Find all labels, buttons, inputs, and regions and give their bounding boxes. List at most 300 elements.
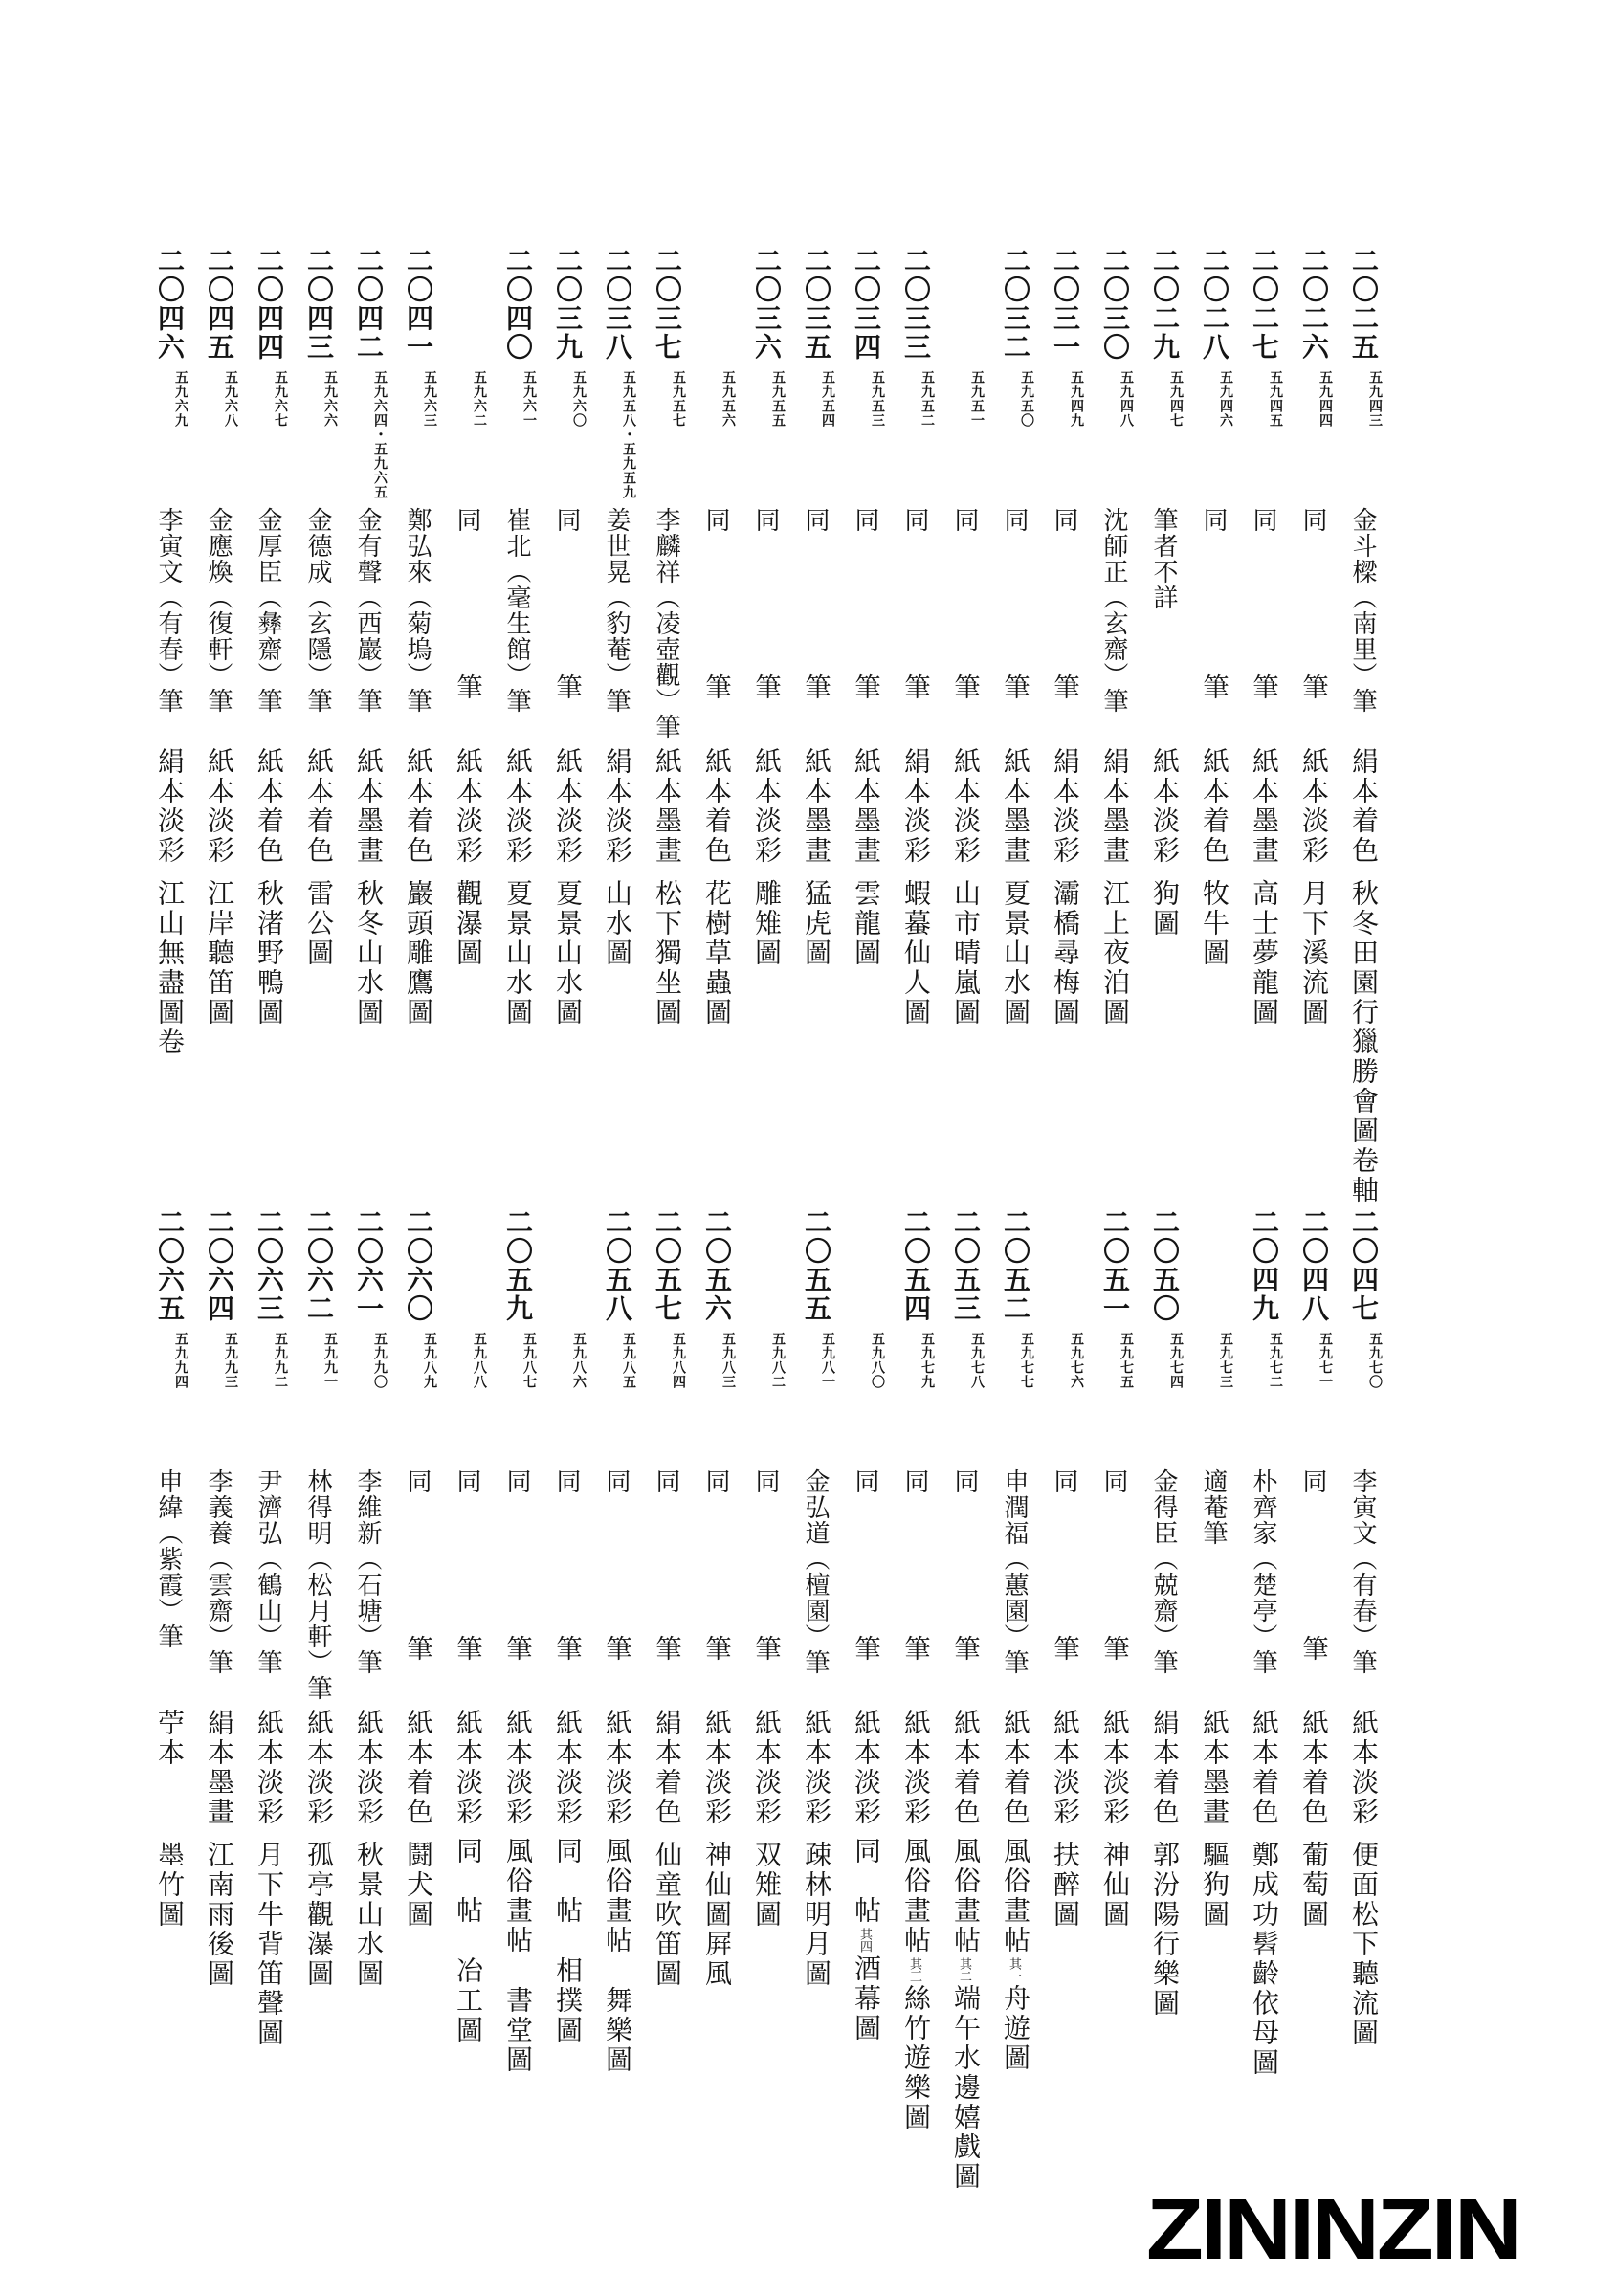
title-series-label: 風俗畫帖 (502, 1837, 532, 1955)
medium-label: 紙本淡彩 (751, 747, 781, 866)
title-series-label: 同 帖 (851, 1837, 880, 1926)
artist-name: 金厚臣（彝齋）筆 (255, 507, 282, 714)
artwork-title (641, 1837, 691, 1989)
title-main: 猛虎圖 (801, 879, 831, 968)
title-main: 双雉圖 (751, 1841, 781, 1930)
artwork-title (1238, 1837, 1288, 2078)
pen-mark: 筆 (552, 1635, 582, 1661)
catalog-column (989, 1208, 1039, 2261)
medium-label: 絹本墨畫 (204, 1709, 233, 1827)
artwork-title (492, 1837, 542, 2075)
medium-label: 紙本淡彩 (751, 1709, 781, 1827)
title-main: 蝦蟇仙人圖 (900, 879, 930, 1027)
page-number: 五九四四 (1318, 370, 1332, 428)
entry-number: 二〇五四 (900, 1208, 930, 1323)
title-main: 舟遊圖 (1000, 1984, 1030, 2073)
artwork-title (840, 875, 890, 968)
medium-label: 紙本着色 (1000, 1709, 1030, 1827)
page-number: 五九五七 (671, 370, 685, 428)
pen-mark: 筆 (1000, 673, 1030, 699)
medium-label: 紙本淡彩 (801, 1709, 831, 1827)
artwork-title (691, 1837, 741, 1989)
artwork-title (940, 875, 989, 1027)
title-series-label: 風俗畫帖 (900, 1837, 930, 1955)
entry-number: 二〇五二 (1000, 1208, 1030, 1323)
artwork-title (591, 875, 641, 968)
title-main: 灞橋尋梅圖 (1050, 879, 1079, 1027)
title-series-label: 風俗畫帖 (602, 1837, 631, 1955)
medium-label: 紙本淡彩 (900, 1709, 930, 1827)
catalog-column (343, 247, 392, 1299)
entry-number: 二〇六四 (204, 1208, 233, 1323)
entry-number: 二〇四六 (154, 247, 184, 362)
entry-number: 二〇三七 (652, 247, 681, 362)
entry-number: 二〇三四 (851, 247, 880, 362)
artist-name: 崔北（毫生館）筆 (503, 507, 531, 714)
title-main: 月下牛背笛聲圖 (254, 1841, 283, 2048)
medium-label: 紙本淡彩 (303, 1709, 333, 1827)
artist-name: 金應煥（復軒）筆 (205, 507, 233, 714)
artwork-title (1188, 875, 1238, 968)
artist-name: 同 (1001, 507, 1029, 533)
entry-number: 二〇四〇 (502, 247, 532, 362)
artwork-title (989, 1837, 1039, 2073)
artist-name: 同 (603, 1468, 631, 1494)
medium-label: 紙本淡彩 (1149, 747, 1179, 866)
catalog-column (193, 247, 243, 1299)
artwork-title (1039, 875, 1089, 1027)
pen-mark: 筆 (1050, 673, 1079, 699)
title-main: 書堂圖 (502, 1986, 532, 2075)
medium-label: 紙本着色 (1249, 1709, 1278, 1827)
catalog-column (1089, 247, 1139, 1299)
title-main: 鄭成功髫齡依母圖 (1249, 1841, 1278, 2078)
page-number: 五九五六 (720, 370, 735, 428)
entry-number: 二〇五六 (701, 1208, 731, 1323)
catalog-column (741, 1208, 790, 2261)
entry-number: 二〇五五 (801, 1208, 831, 1323)
artwork-title (989, 875, 1039, 1027)
medium-label: 絹本淡彩 (1050, 747, 1079, 866)
entry-number: 二〇二九 (1149, 247, 1179, 362)
page-number: 五九六四・五九六五 (372, 370, 387, 499)
entry-number: 二〇五七 (652, 1208, 681, 1323)
pen-mark: 筆 (602, 1635, 631, 1661)
title-series-note: 其四 (858, 1928, 873, 1953)
medium-label: 紙本淡彩 (602, 1709, 631, 1827)
catalog-column (641, 247, 691, 1299)
page-number: 五九四九 (1069, 370, 1083, 428)
title-main: 雷公圖 (303, 879, 333, 968)
title-main: 神仙圖 (1099, 1841, 1129, 1930)
medium-label: 紙本着色 (303, 747, 333, 866)
page-number: 五九四五 (1268, 370, 1282, 428)
catalog-column (1039, 1208, 1089, 2261)
entry-number: 二〇二五 (1348, 247, 1378, 362)
artist-name: 筆者不詳 (1150, 507, 1178, 610)
pen-mark: 筆 (851, 673, 880, 699)
medium-label: 紙本墨畫 (1249, 747, 1278, 866)
artist-name: 沈師正（玄齋）筆 (1100, 507, 1128, 714)
entry-number: 二〇三八 (602, 247, 631, 362)
title-series-note: 其二 (958, 1957, 972, 1982)
medium-label: 紙本着色 (701, 747, 731, 866)
artist-name: 同 (553, 1468, 581, 1494)
medium-label: 紙本着色 (403, 1709, 432, 1827)
catalog-column (293, 1208, 343, 2261)
artist-name: 鄭弘來（菊塢）筆 (404, 507, 432, 714)
artist-name: 同 (1299, 1468, 1327, 1494)
artwork-title (840, 1837, 890, 2043)
title-main: 江上夜泊圖 (1099, 879, 1129, 1027)
artwork-title (1188, 1837, 1238, 1930)
medium-label: 苧本 (154, 1709, 184, 1768)
artist-name: 同 (1200, 507, 1228, 533)
catalog-column (591, 1208, 641, 2261)
artist-name: 同 (852, 1468, 879, 1494)
catalog-column (392, 1208, 442, 2261)
artist-name: 林得明（松月軒）筆 (304, 1468, 332, 1701)
artwork-title (1089, 875, 1139, 1027)
artwork-title (790, 875, 840, 968)
pen-mark: 筆 (1298, 1635, 1328, 1661)
medium-label: 絹本着色 (1149, 1709, 1179, 1827)
medium-label: 紙本淡彩 (254, 1709, 283, 1827)
entry-number: 二〇三〇 (1099, 247, 1129, 362)
title-main: 鬪犬圖 (403, 1841, 432, 1930)
medium-label: 紙本墨畫 (851, 747, 880, 866)
entry-number: 二〇六二 (303, 1208, 333, 1323)
artist-name: 同 (752, 507, 780, 533)
entry-number: 二〇三一 (1050, 247, 1079, 362)
medium-label: 紙本淡彩 (1099, 1709, 1129, 1827)
entry-number: 二〇三二 (1000, 247, 1030, 362)
title-series-note: 其一 (1008, 1957, 1022, 1982)
title-main: 秋景山水圖 (353, 1841, 383, 1989)
artwork-title (741, 875, 790, 968)
pen-mark: 筆 (652, 1635, 681, 1661)
catalog-column (243, 247, 293, 1299)
medium-label: 紙本淡彩 (701, 1709, 731, 1827)
page-number: 五九八五 (621, 1332, 635, 1389)
artwork-title (542, 875, 591, 1027)
catalog-column (1238, 247, 1288, 1299)
artist-name: 同 (702, 1468, 730, 1494)
entry-number: 二〇六一 (353, 1208, 383, 1323)
artist-name: 同 (901, 1468, 929, 1494)
title-main: 牧牛圖 (1199, 879, 1229, 968)
page-number: 五九八九 (422, 1332, 436, 1389)
pen-mark: 筆 (701, 1635, 731, 1661)
title-main: 雕雉圖 (751, 879, 781, 968)
title-main: 夏景山水圖 (502, 879, 532, 1027)
catalog-column (442, 1208, 492, 2261)
pen-mark: 筆 (950, 673, 980, 699)
title-main: 花樹草蟲圖 (701, 879, 731, 1027)
medium-label: 紙本淡彩 (851, 1709, 880, 1827)
artist-name: 申緯（紫霞）筆 (155, 1468, 183, 1649)
artwork-title (542, 1837, 591, 2045)
artist-name: 李寅文（有春）筆 (1349, 1468, 1377, 1675)
title-main: 孤亭觀瀑圖 (303, 1841, 333, 1989)
medium-label: 絹本墨畫 (1099, 747, 1129, 866)
page-number: 五九七一 (1318, 1332, 1332, 1389)
artwork-title (243, 875, 293, 1027)
medium-label: 紙本着色 (254, 747, 283, 866)
artist-name: 同 (454, 1468, 481, 1494)
title-series-label: 同 帖 (453, 1837, 482, 1926)
artist-name: 尹濟弘（鶴山）筆 (255, 1468, 282, 1675)
title-main: 驅狗圖 (1199, 1841, 1229, 1930)
page-number: 五九四八 (1119, 370, 1133, 428)
catalog-column (1039, 247, 1089, 1299)
entry-number: 二〇六三 (254, 1208, 283, 1323)
artwork-title (691, 875, 741, 1027)
artist-name: 同 (1250, 507, 1277, 533)
page-number: 五九九〇 (372, 1332, 387, 1389)
title-main: 江岸聽笛圖 (204, 879, 233, 1027)
page-number: 五九五二 (919, 370, 934, 428)
pen-mark: 筆 (751, 1635, 781, 1661)
artist-name: 同 (653, 1468, 680, 1494)
artist-name: 同 (553, 507, 581, 533)
medium-label: 紙本淡彩 (353, 1709, 383, 1827)
artwork-title (293, 875, 343, 968)
artwork-title (1288, 875, 1338, 1027)
catalog-column (840, 1208, 890, 2261)
page-number: 五九六一 (521, 370, 536, 428)
pen-mark: 筆 (900, 1635, 930, 1661)
page-number: 五九七五 (1119, 1332, 1133, 1389)
catalog-column (1139, 1208, 1188, 2261)
catalog-column (1338, 1208, 1387, 2261)
artwork-title (890, 875, 940, 1027)
catalog-column (1188, 1208, 1238, 2261)
artwork-title (1139, 875, 1188, 938)
medium-label: 絹本淡彩 (154, 747, 184, 866)
artwork-title (293, 1837, 343, 1989)
page-number: 五九四六 (1218, 370, 1232, 428)
artist-name: 同 (852, 507, 879, 533)
artist-name: 金德成（玄隱）筆 (304, 507, 332, 714)
artwork-title (193, 1837, 243, 1989)
catalog-column (492, 247, 542, 1299)
catalog-column (542, 1208, 591, 2261)
page-number: 五九六〇 (571, 370, 586, 428)
artist-name: 同 (752, 1468, 780, 1494)
entry-number: 二〇四九 (1249, 1208, 1278, 1323)
medium-label: 紙本淡彩 (204, 747, 233, 866)
page-number: 五九六七 (273, 370, 287, 428)
artwork-title (790, 1837, 840, 1989)
title-main: 秋冬田園行獵勝會圖卷軸 (1348, 879, 1378, 1205)
artwork-title (1039, 1837, 1089, 1930)
artwork-title (890, 1837, 940, 2132)
page-number: 五九六六 (322, 370, 337, 428)
artwork-title (1089, 1837, 1139, 1930)
medium-label: 紙本淡彩 (1298, 747, 1328, 866)
catalog-upper-block (144, 247, 1387, 1261)
page-number: 五九五〇 (1019, 370, 1033, 428)
artist-name: 申潤福（蕙園）筆 (1001, 1468, 1029, 1675)
catalog-column (193, 1208, 243, 2261)
title-main: 高士夢龍圖 (1249, 879, 1278, 1027)
artwork-title (741, 1837, 790, 1930)
page-number: 五九八一 (820, 1332, 834, 1389)
entry-number: 二〇五三 (950, 1208, 980, 1323)
title-main: 酒幕圖 (851, 1954, 880, 2043)
catalog-column (890, 247, 940, 1299)
title-main: 江山無盡圖卷 (154, 879, 184, 1057)
entry-number: 二〇三六 (751, 247, 781, 362)
page-number: 五九九四 (173, 1332, 188, 1389)
pen-mark: 筆 (453, 1635, 482, 1661)
pen-mark: 筆 (1199, 673, 1229, 699)
catalog-column (343, 1208, 392, 2261)
catalog-column (741, 247, 790, 1299)
title-main: 絲竹遊樂圖 (900, 1984, 930, 2132)
page-number: 五九四三 (1367, 370, 1382, 428)
title-main: 舞樂圖 (602, 1986, 631, 2075)
artwork-title (641, 875, 691, 1027)
page-number: 五九五一 (969, 370, 984, 428)
catalog-column (790, 247, 840, 1299)
page-number: 五九七七 (1019, 1332, 1033, 1389)
title-main: 神仙圖屛風 (701, 1841, 731, 1989)
medium-label: 紙本着色 (1199, 747, 1229, 866)
catalog-column (641, 1208, 691, 2261)
title-main: 月下溪流圖 (1298, 879, 1328, 1027)
page-number: 五九七三 (1218, 1332, 1232, 1389)
medium-label: 紙本墨畫 (353, 747, 383, 866)
catalog-lower-block (144, 1208, 1387, 2261)
pen-mark: 筆 (801, 673, 831, 699)
page-number: 五九六九 (173, 370, 188, 428)
title-main: 夏景山水圖 (552, 879, 582, 1027)
artist-name: 同 (404, 1468, 432, 1494)
page-number: 五九四七 (1168, 370, 1183, 428)
artwork-title (492, 875, 542, 1027)
catalog-column (542, 247, 591, 1299)
page-number: 五九七〇 (1367, 1332, 1382, 1389)
pen-mark: 筆 (751, 673, 781, 699)
medium-label: 紙本淡彩 (502, 1709, 532, 1827)
artwork-title (343, 875, 392, 1027)
artwork-title (442, 1837, 492, 2045)
page-number: 五九六二 (472, 370, 486, 428)
page-number: 五九七二 (1268, 1332, 1282, 1389)
artist-name: 同 (702, 507, 730, 533)
artist-name: 同 (951, 507, 979, 533)
title-series-label: 風俗畫帖 (950, 1837, 980, 1955)
title-main: 秋冬山水圖 (353, 879, 383, 1027)
catalog-column (144, 247, 193, 1299)
entry-number: 二〇五八 (602, 1208, 631, 1323)
artist-name: 李麟祥（凌壺觀）筆 (653, 507, 680, 740)
pen-mark: 筆 (950, 1635, 980, 1661)
artist-name: 同 (901, 507, 929, 533)
pen-mark: 筆 (851, 1635, 880, 1661)
artist-name: 金得臣（兢齋）筆 (1150, 1468, 1178, 1675)
artwork-title (243, 1837, 293, 2048)
title-series-label: 同 帖 (552, 1837, 582, 1926)
artist-name: 金弘道（檀園）筆 (802, 1468, 830, 1675)
page-number: 五九八四 (671, 1332, 685, 1389)
catalog-column (492, 1208, 542, 2261)
medium-label: 紙本墨畫 (801, 747, 831, 866)
page-number: 五九八二 (770, 1332, 785, 1389)
entry-number: 二〇四一 (403, 247, 432, 362)
catalog-column (392, 247, 442, 1299)
page-number: 五九七四 (1168, 1332, 1183, 1389)
page-number: 五九五八・五九五九 (621, 370, 635, 499)
artist-name: 同 (454, 507, 481, 533)
title-main: 端午水邊嬉戲圖 (950, 1984, 980, 2192)
catalog-column (940, 1208, 989, 2261)
artwork-title (591, 1837, 641, 2075)
catalog-column (1089, 1208, 1139, 2261)
pen-mark: 筆 (1050, 1635, 1079, 1661)
title-main: 松下獨坐圖 (652, 879, 681, 1027)
catalog-column (1238, 1208, 1288, 2261)
artist-name: 金有聲（西巖）筆 (354, 507, 382, 714)
medium-label: 紙本淡彩 (502, 747, 532, 866)
title-main: 相撲圖 (552, 1956, 582, 2045)
artwork-title (1238, 875, 1288, 1027)
medium-label: 絹本着色 (1348, 747, 1378, 866)
title-main: 秋渚野鴨圖 (254, 879, 283, 1027)
page-number: 五九五五 (770, 370, 785, 428)
title-main: 墨竹圖 (154, 1841, 184, 1930)
medium-label: 紙本淡彩 (552, 1709, 582, 1827)
title-main: 疎林明月圖 (801, 1841, 831, 1989)
title-main: 山市晴嵐圖 (950, 879, 980, 1027)
artwork-title (193, 875, 243, 1027)
entry-number: 二〇二七 (1249, 247, 1278, 362)
entry-number: 二〇五〇 (1149, 1208, 1179, 1323)
catalog-column (442, 247, 492, 1299)
pen-mark: 筆 (552, 673, 582, 699)
medium-label: 紙本淡彩 (453, 1709, 482, 1827)
medium-label: 紙本淡彩 (1348, 1709, 1378, 1827)
medium-label: 絹本着色 (652, 1709, 681, 1827)
medium-label: 紙本墨畫 (1000, 747, 1030, 866)
medium-label: 紙本淡彩 (1050, 1709, 1079, 1827)
entry-number: 二〇四四 (254, 247, 283, 362)
page-number: 五九五三 (870, 370, 884, 428)
title-main: 扶醉圖 (1050, 1841, 1079, 1930)
artist-name: 適菴筆 (1200, 1468, 1228, 1546)
catalog-column (293, 247, 343, 1299)
entry-number: 二〇四三 (303, 247, 333, 362)
medium-label: 紙本着色 (403, 747, 432, 866)
artist-name: 同 (1051, 1468, 1078, 1494)
catalog-column (691, 247, 741, 1299)
medium-label: 紙本淡彩 (950, 747, 980, 866)
medium-label: 紙本着色 (1298, 1709, 1328, 1827)
title-main: 葡萄圖 (1298, 1841, 1328, 1930)
artwork-title (1288, 1837, 1338, 1930)
pen-mark: 筆 (502, 1635, 532, 1661)
pen-mark: 筆 (1298, 673, 1328, 699)
artist-name: 同 (951, 1468, 979, 1494)
artist-name: 同 (1051, 507, 1078, 533)
artist-name: 姜世晃（豹菴）筆 (603, 507, 631, 714)
pen-mark: 筆 (1099, 1635, 1129, 1661)
artist-name: 同 (1100, 1468, 1128, 1494)
catalog-column (1288, 1208, 1338, 2261)
catalog-column (591, 247, 641, 1299)
